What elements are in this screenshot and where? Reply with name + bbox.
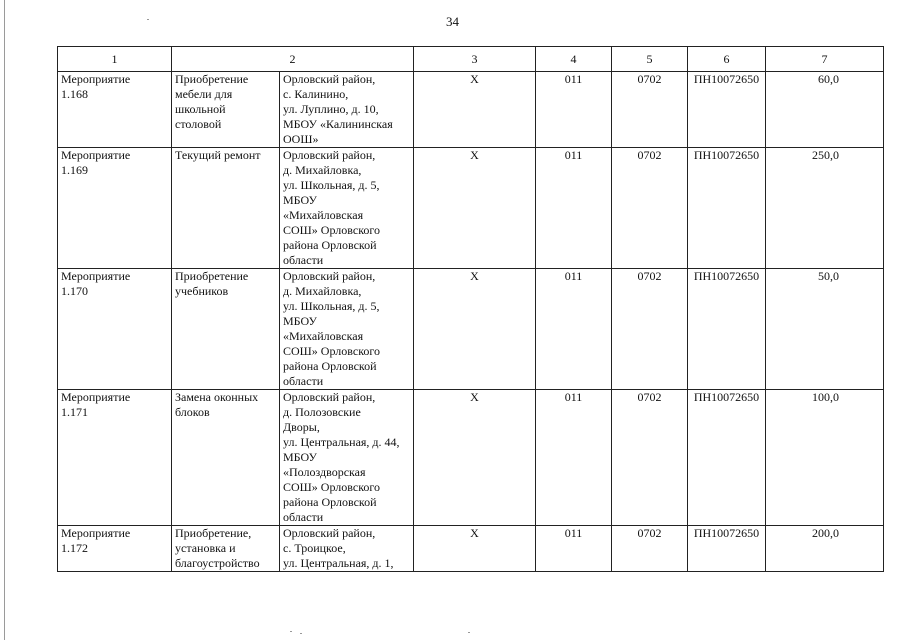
header-col-6: 6 [688,47,766,72]
col4-cell: 011 [536,269,612,390]
col6-cell: ПН10072650 [688,526,766,572]
col6-cell: ПН10072650 [688,269,766,390]
col4-cell: 011 [536,390,612,526]
event-cell: Мероприятие 1.169 [58,148,172,269]
header-col-7: 7 [766,47,884,72]
table-row [58,526,884,572]
amount-cell: 50,0 [766,269,884,390]
col3-cell: X [414,526,536,572]
header-col-1: 1 [58,47,172,72]
page-left-edge [4,0,5,640]
amount-cell: 60,0 [766,72,884,148]
col5-cell: 0702 [612,269,688,390]
col6-cell: ПН10072650 [688,390,766,526]
address-cell: Орловский район, д. Михайловка, ул. Школьная, д. 5, МБОУ «Михайловская СОШ» Орловского района Орловской области [280,269,414,390]
amount-cell: 100,0 [766,390,884,526]
scan-speck [300,633,302,634]
action-cell: Приобретение мебели для школьной столовой [172,72,280,148]
col5-cell: 0702 [612,72,688,148]
address-cell: Орловский район, д. Полозовские Дворы, ул. Центральная, д. 44, МБОУ «Полоздворская СОШ» Орловского района Орловской области [280,390,414,526]
action-cell: Приобретение, установка и благоустройство [172,526,280,572]
amount-cell: 250,0 [766,148,884,269]
action-cell: Замена оконных блоков [172,390,280,526]
col5-cell: 0702 [612,148,688,269]
col3-cell: X [414,269,536,390]
col5-cell: 0702 [612,526,688,572]
table-row [58,390,884,526]
col4-cell: 011 [536,148,612,269]
col3-cell: X [414,148,536,269]
event-cell: Мероприятие 1.168 [58,72,172,148]
event-cell: Мероприятие 1.171 [58,390,172,526]
event-cell: Мероприятие 1.172 [58,526,172,572]
table-header-row [58,47,884,72]
scan-speck [468,632,470,633]
address-cell: Орловский район, д. Михайловка, ул. Школьная, д. 5, МБОУ «Михайловская СОШ» Орловского района Орловской области [280,148,414,269]
header-col-4: 4 [536,47,612,72]
event-cell: Мероприятие 1.170 [58,269,172,390]
scan-speck [290,631,292,632]
col6-cell: ПН10072650 [688,72,766,148]
table-row [58,72,884,148]
col4-cell: 011 [536,526,612,572]
col6-cell: ПН10072650 [688,148,766,269]
header-col-5: 5 [612,47,688,72]
table-row [58,148,884,269]
col3-cell: X [414,72,536,148]
col5-cell: 0702 [612,390,688,526]
amount-cell: 200,0 [766,526,884,572]
header-col-2: 2 [172,47,414,72]
page-number: 34 [446,14,459,29]
header-col-3: 3 [414,47,536,72]
address-cell: Орловский район, с. Калинино, ул. Луплино, д. 10, МБОУ «Калининская ООШ» [280,72,414,148]
col3-cell: X [414,390,536,526]
col4-cell: 011 [536,72,612,148]
budget-events-table [57,46,884,572]
address-cell: Орловский район, с. Троицкое, ул. Центральная, д. 1, [280,526,414,572]
action-cell: Приобретение учебников [172,269,280,390]
table-row [58,269,884,390]
action-cell: Текущий ремонт [172,148,280,269]
